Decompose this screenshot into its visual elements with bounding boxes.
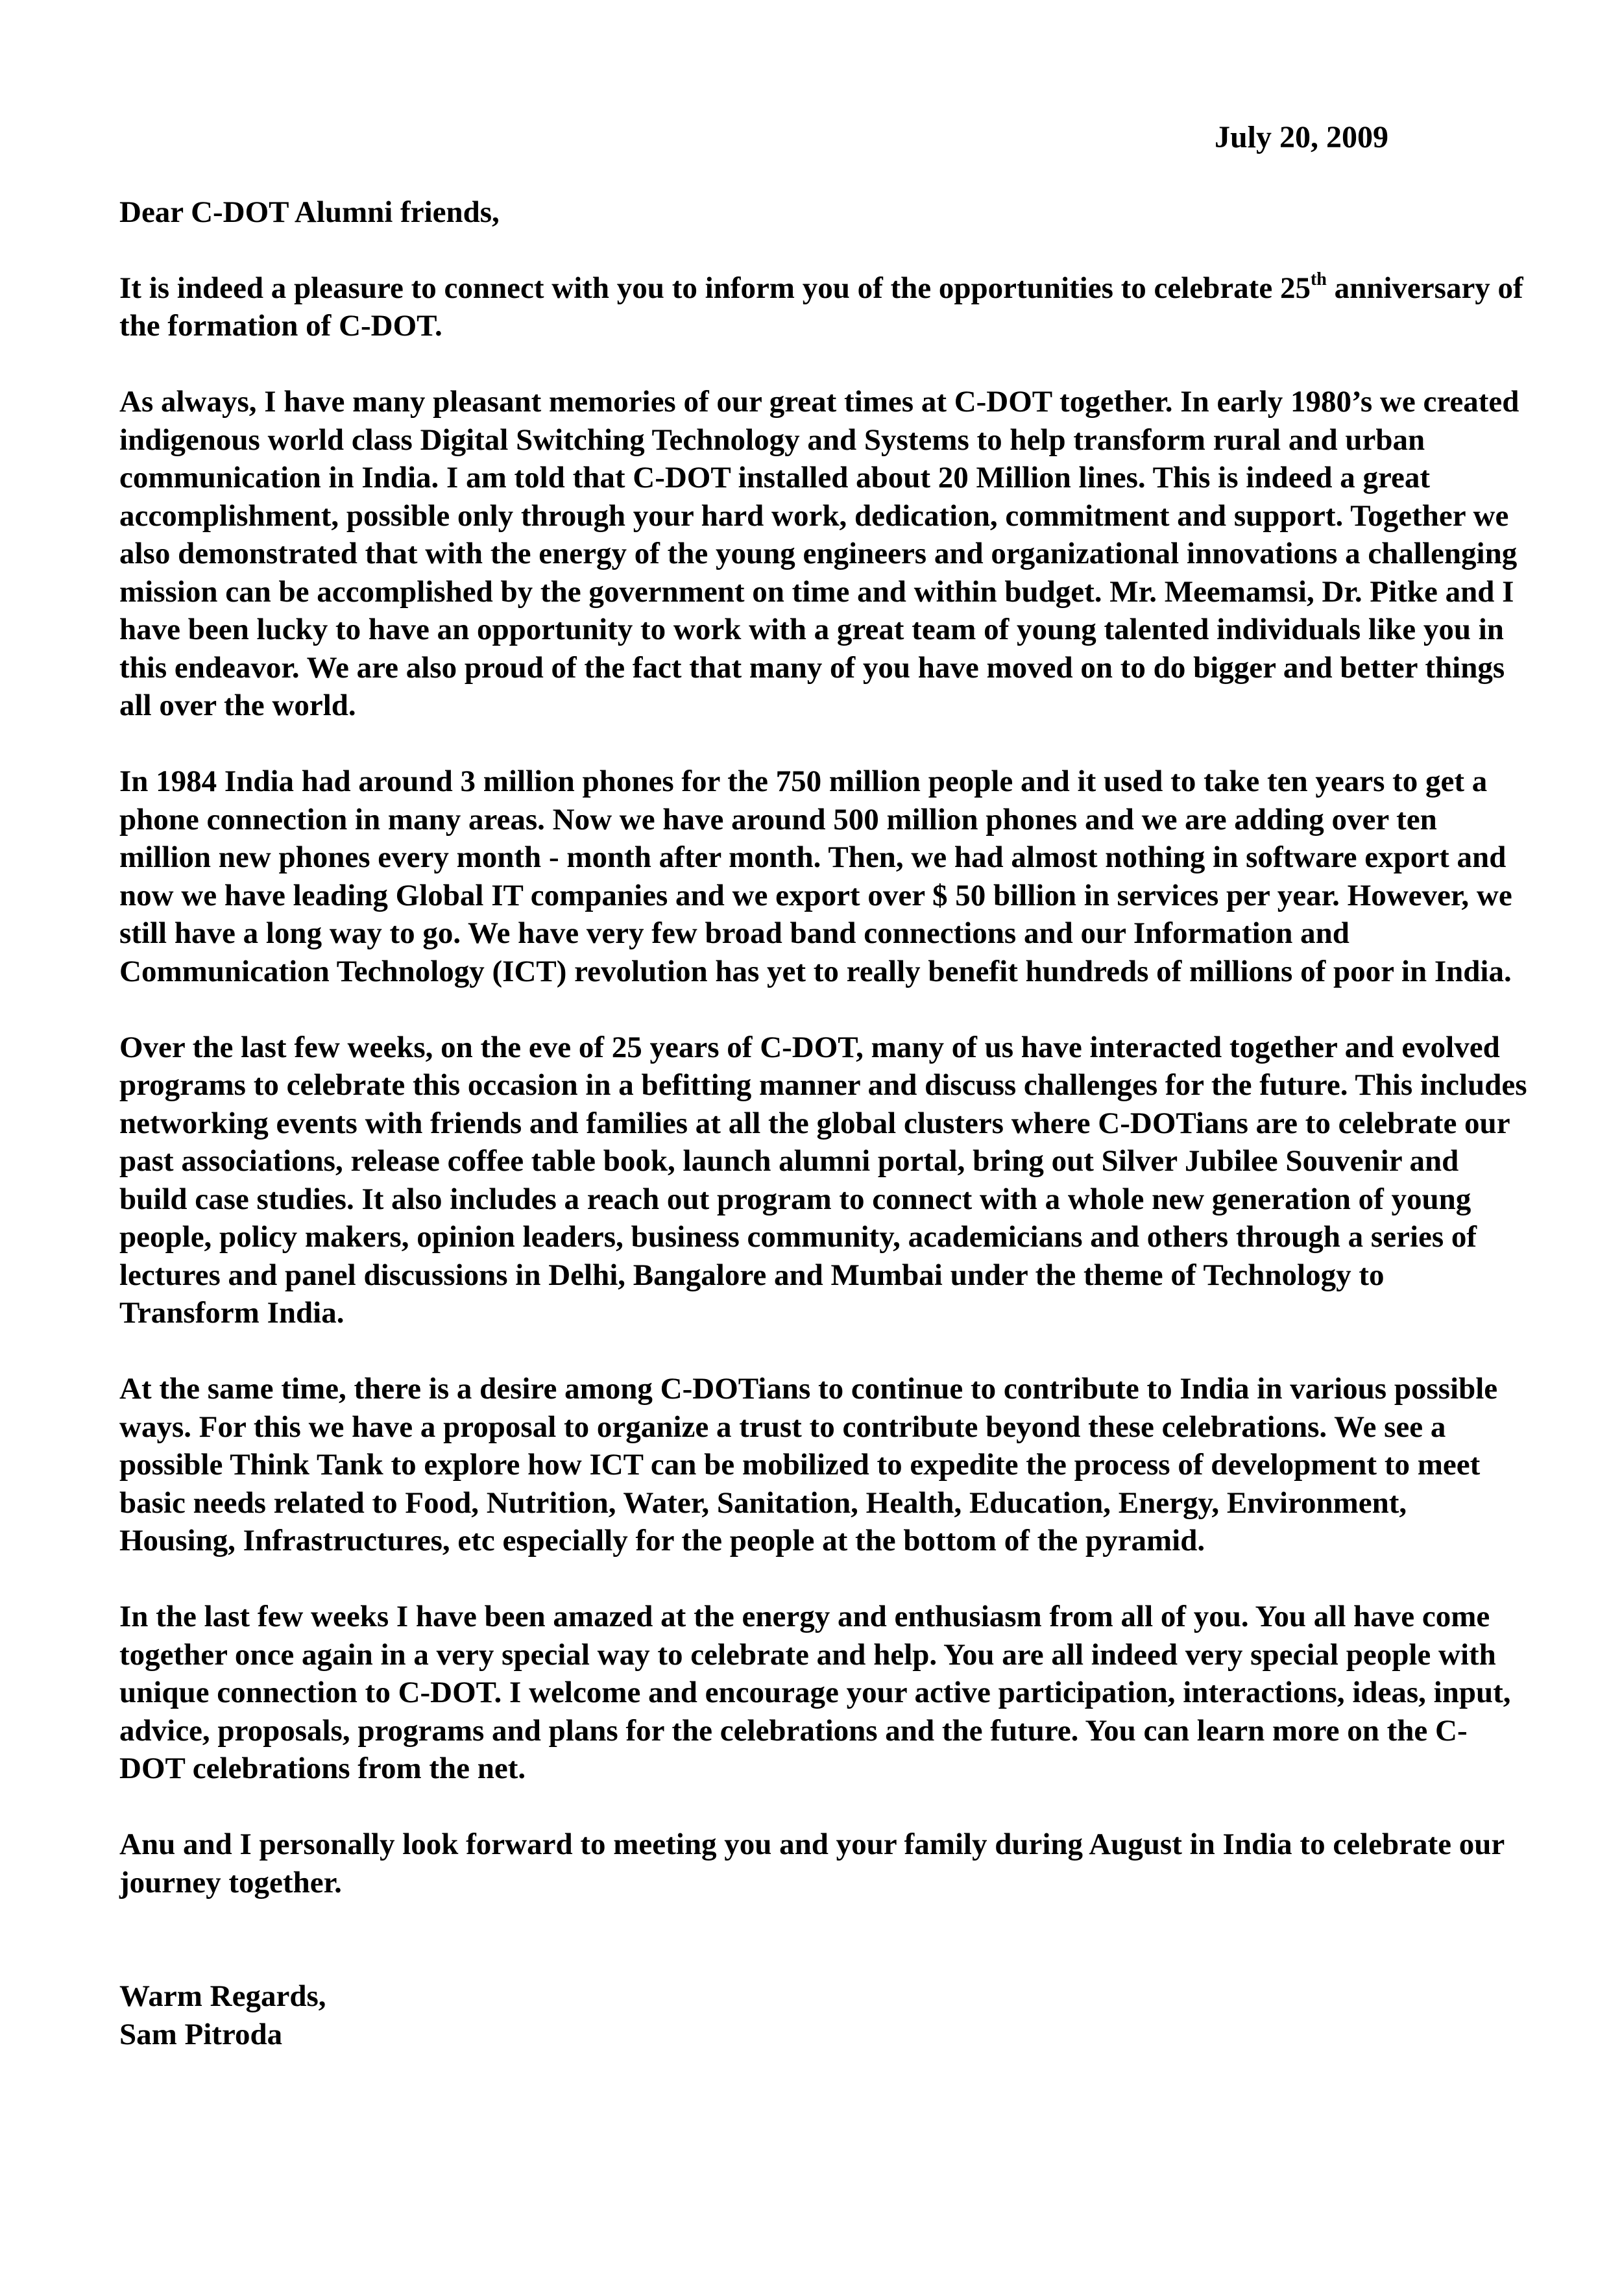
paragraph-trust-proposal: At the same time, there is a desire among C-DOTians to continue to contribute to India in various possible ways. For this we have a proposal to organize a trust to contribute beyond these celebrations. We see a possible Think Tank to explore how ICT can be mobilized to expedite the process of development to meet basic needs related to Food, Nutrition, Water, Sanitation, Health, Education, Energy, Environment, Housing, Infrastructures, etc especially for the people at the bottom of the pyramid.: [119, 1372, 1498, 1557]
paragraph-encouragement: In the last few weeks I have been amazed at the energy and enthusiasm from all of you. You all have come together once again in a very special way to celebrate and help. You are all indeed very special people with unique connection to C-DOT. I welcome and encourage your active participation, interactions, ideas, input, advice, proposals, programs and plans for the celebrations and the future. You can learn more on the C-DOT celebrations from the net.: [119, 1600, 1511, 1785]
closing-phrase: Warm Regards,: [119, 1979, 326, 2013]
paragraph-anniversary-text: It is indeed a pleasure to connect with you to inform you of the opportunities to celebrate 25: [119, 271, 1311, 305]
signature-name: Sam Pitroda: [119, 2017, 283, 2051]
salutation: Dear C-DOT Alumni friends,: [119, 195, 500, 229]
paragraph-meeting: Anu and I personally look forward to meeting you and your family during August in India to celebrate our journey together.: [119, 1827, 1505, 1899]
paragraph-anniversary: [119, 269, 1527, 345]
letter-body: [119, 193, 1527, 2053]
paragraph-celebration-programs: Over the last few weeks, on the eve of 25 years of C-DOT, many of us have interacted together and evolved programs to celebrate this occasion in a befitting manner and discuss challenges for the future. This includes networking events with friends and families at all the global clusters where C-DOTians are to celebrate our past associations, release coffee table book, launch alumni portal, bring out Silver Jubilee Souvenir and build case studies. It also includes a reach out program to connect with a whole new generation of young people, policy makers, opinion leaders, business community, academicians and others through a series of lectures and panel discussions in Delhi, Bangalore and Mumbai under the theme of Technology to Transform India.: [119, 1030, 1527, 1330]
letter-closing: [119, 1977, 1527, 2053]
ordinal-superscript: th: [1310, 269, 1327, 289]
paragraph-memories: As always, I have many pleasant memories of our great times at C-DOT together. In early 1980’s we created indigenous world class Digital Switching Technology and Systems to help transform rural and urban communication in India. I am told that C-DOT installed about 20 Million lines. This is indeed a great accomplishment, possible only through your hard work, dedication, commitment and support. Together we also demonstrated that with the energy of the young engineers and organizational innovations a challenging mission can be accomplished by the government on time and within budget. Mr. Meemamsi, Dr. Pitke and I have been lucky to have an opportunity to work with a great team of young talented individuals like you in this endeavor. We are also proud of the fact that many of you have moved on to do bigger and better things all over the world.: [119, 385, 1519, 722]
paragraph-anniversary-text-end: anniversary of the formation of C-DOT.: [119, 271, 1523, 343]
paragraph-india-phones: In 1984 India had around 3 million phones for the 750 million people and it used to take ten years to get a phone connection in many areas. Now we have around 500 million phones and we are adding over ten million new phones every month - month after month. Then, we had almost nothing in software export and now we have leading Global IT companies and we export over $ 50 billion in services per year. However, we still have a long way to go. We have very few broad band connections and our Information and Communication Technology (ICT) revolution has yet to really benefit hundreds of millions of poor in India.: [119, 764, 1512, 988]
letter-date: July 20, 2009: [1214, 120, 1388, 154]
